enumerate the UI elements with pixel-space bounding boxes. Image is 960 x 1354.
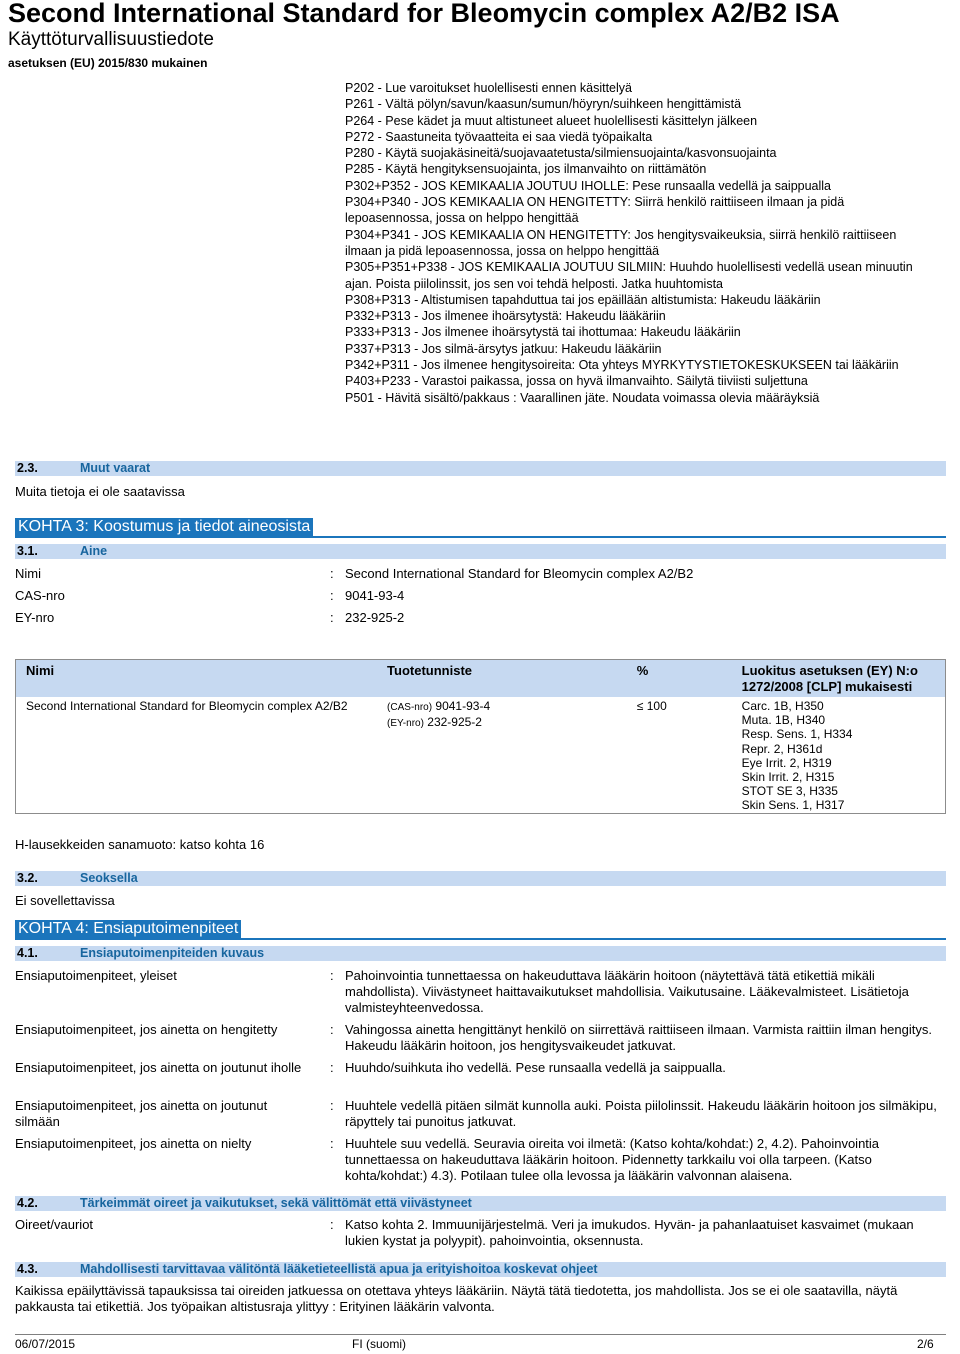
p-statement: P264 - Pese kädet ja muut altistuneet alueet huolellisesti käsittelyn jälkeen [345,113,758,128]
field-value: Pahoinvointia tunnettaessa on hakeuduttava lääkärin hoitoon (näytettävä tätä etikettiä mikäli mahdollista). Viivästyneet haittavaikutukset mahdollisia. Vaikutusaine. Lääkevalmisteet. Lisätietoja valmisteyhteenvedossa. [345,968,909,1015]
p-statement: P501 - Hävitä sisältö/pakkaus : Vaarallinen jäte. Noudata voimassa olevia määräyksiä [345,390,820,405]
subsection-number: 4.1. [17,946,38,960]
subsection-title: Aine [80,544,108,558]
p-statement: P332+P313 - Jos ilmenee ihoärsytystä: Hakeudu lääkäriin [345,309,666,324]
field-value: Second International Standard for Bleomycin complex A2/B2 [345,566,694,581]
h-statements-note: H-lausekkeiden sanamuoto: katso kohta 16 [15,837,265,852]
product-identifier [377,697,627,813]
substance-name: Second International Standard for Bleomycin complex A2/B2 [16,697,378,813]
subsection-title: Mahdollisesti tarvittavaa välitöntä lääketieteellistä apua ja erityishoitoa koskevat ohjeet [80,1262,598,1276]
other-hazards-text: Muita tietoja ei ole saatavissa [15,484,185,499]
document-title: Second International Standard for Bleomycin complex A2/B2 ISA [8,0,840,28]
colon: : [330,588,334,603]
colon: : [330,566,334,581]
p-statement: P337+P313 - Jos silmä-ärsytys jatkuu: Hakeudu lääkäriin [345,341,662,356]
field-label: Ensiaputoimenpiteet, yleiset [15,968,177,983]
section-4-header [15,920,946,940]
classification-item: Skin Irrit. 2, H315 [741,770,835,785]
field-value: 232-925-2 [345,610,405,625]
field-value: Huuhtele vedellä pitäen silmät kunnolla auki. Poista piilolinssit. Hakeudu lääkärin hoitoon jos silmäkipu, räpyttely tai punoitus jatkuvat. [345,1098,937,1129]
subsection-number: 3.2. [17,871,38,885]
subsection-title: Seoksella [80,871,138,885]
p-statement: P308+P313 - Altistumisen tapahduttua tai jos epäillään altistumista: Hakeudu lääkäriin [345,292,821,307]
footer-language: FI (suomi) [352,1337,406,1351]
subsection-title: Tärkeimmät oireet ja vaikutukset, sekä välittömät että viivästyneet [80,1196,472,1210]
colon: : [330,968,334,983]
field-label: Ensiaputoimenpiteet, jos ainetta on joutunut silmään [15,1098,268,1129]
subsection-number: 3.1. [17,544,38,558]
classification-item: Repr. 2, H361d [741,741,823,756]
subsection-number: 4.3. [17,1262,38,1276]
field-label: EY-nro [15,610,55,625]
field-label: Oireet/vauriot [15,1217,94,1232]
subsection-bar-3-1 [15,544,946,559]
field-label: CAS-nro [15,588,65,603]
field-label: Nimi [15,566,41,581]
colon: : [330,1098,334,1113]
field-label: Ensiaputoimenpiteet, jos ainetta on nielty [15,1136,252,1151]
section-title: KOHTA 3: Koostumus ja tiedot aineosista [15,518,313,536]
p-statement: P304+P340 - JOS KEMIKAALIA ON HENGITETTY: Siirrä henkilö raittiiseen ilmaan ja pidä lepoasennossa, jossa on helppo hengittää [345,195,845,226]
classification-item: Eye Irrit. 2, H319 [741,755,832,770]
mixture-text: Ei sovellettavissa [15,893,115,908]
p-statement: P342+P311 - Jos ilmenee hengitysoireita: Ota yhteys MYRKYTYSTIETOKESKUKSEEN tai lääkäriin [345,358,899,373]
column-header: Nimi [16,660,378,698]
section-3-header [15,518,946,538]
subsection-bar-3-2 [15,871,946,886]
p-statement: P403+P233 - Varastoi paikassa, jossa on hyvä ilmanvaihto. Säilytä tiiviisti suljettuna [345,374,808,389]
cas-number: 9041-93-4 [435,699,491,713]
field-label: Ensiaputoimenpiteet, jos ainetta on hengitetty [15,1022,278,1037]
regulation-note: asetuksen (EU) 2015/830 mukainen [8,56,208,70]
classification-item: Skin Sens. 1, H317 [741,798,845,813]
ey-label: (EY-nro) [387,718,424,730]
table-header-row [16,660,946,698]
colon: : [330,610,334,625]
subsection-bar-2-3 [15,461,946,476]
p-statement: P333+P313 - Jos ilmenee ihoärsytystä tai ihottumaa: Hakeudu lääkäriin [345,325,741,340]
field-value: Huuhtele suu vedellä. Seuravia oireita voi ilmetä: (Katso kohta/kohdat:) 2, 4.2). Pahoinvointia tunnettaessa on hakeuduttava lääkärin hoitoon. Pidennetty tarkkailu voi olla tarpeen. (Katso kohta/kohdat:) 4.3). Potilaan tulee olla levossa ja lääkärin valvonnan alaisena. [345,1136,880,1183]
footer-divider [15,1334,946,1335]
subsection-bar-4-2 [15,1196,946,1211]
subsection-number: 4.2. [17,1196,38,1210]
subsection-title: Ensiaputoimenpiteiden kuvaus [80,946,265,960]
column-header: % [627,660,732,698]
p-statement: P272 - Saastuneita työvaatteita ei saa viedä työpaikalta [345,129,653,144]
field-value: Vahingossa ainetta hengittänyt henkilö on siirrettävä raittiiseen ilmaan. Varmista raittiin ilman hengitys. Hakeudu lääkärin hoitoon, jos hengitysvaikeudet jatkuvat. [345,1022,932,1053]
field-label: Ensiaputoimenpiteet, jos ainetta on joutunut iholle [15,1060,302,1075]
colon: : [330,1060,334,1075]
p-statement: P202 - Lue varoitukset huolellisesti ennen käsittelyä [345,81,632,95]
p-statement: P285 - Käytä hengityksensuojainta, jos ilmanvaihto on riittämätön [345,162,707,177]
subsection-bar-4-3 [15,1262,946,1277]
medical-attention-text: Kaikissa epäilyttävissä tapauksissa tai oireiden jatkuessa on otettava yhteys lääkäriin. Näytä tätä tiedotetta, jos mahdollista. Jos se ei ole saatavilla, näytä pakkausta tai etikettiä. Jos työpaikan altistusraja ylittyy : Erityinen lääkärin valvonta. [15,1283,898,1314]
p-statement: P280 - Käytä suojakäsineitä/suojavaatetusta/silmiensuojainta/kasvonsuojainta [345,146,777,161]
classification-item: Muta. 1B, H340 [741,713,826,728]
field-value: 9041-93-4 [345,588,405,603]
p-statement: P304+P341 - JOS KEMIKAALIA ON HENGITETTY: Jos hengitysvaikeuksia, siirrä henkilö raittiiseen ilmaan ja pidä lepoasennossa, jossa on helppo hengittää [345,227,897,258]
percentage: ≤ 100 [627,697,732,813]
classification-item: Carc. 1B, H350 [741,699,824,713]
table-row [16,697,946,813]
footer-date: 06/07/2015 [15,1337,76,1351]
colon: : [330,1022,334,1037]
section-title: KOHTA 4: Ensiaputoimenpiteet [15,920,241,938]
footer-page: 2/6 [917,1337,934,1351]
subsection-bar-4-1 [15,946,946,961]
p-statement: P302+P352 - JOS KEMIKAALIA JOUTUU IHOLLE: Pese runsaalla vedellä ja saippualla [345,178,832,193]
subsection-number: 2.3. [17,461,38,475]
p-statement: P261 - Vältä pölyn/savun/kaasun/sumun/höyryn/suihkeen hengittämistä [345,97,742,112]
field-value: Katso kohta 2. Immuunijärjestelmä. Veri ja imukudos. Hyvän- ja pahanlaatuiset kasvaimet (mukaan lukien kystat ja polyypit). pahoinvointia, oksennusta. [345,1217,914,1248]
classification-item: Resp. Sens. 1, H334 [741,727,853,742]
colon: : [330,1136,334,1151]
p-statement: P305+P351+P338 - JOS KEMIKAALIA JOUTUU SILMIIN: Huuhdo huolellisesti vedellä usean minuutin ajan. Poista piilolinssit, jos sen voi tehdä helposti. Jatka huuhtomista [345,260,913,291]
document-subtitle: Käyttöturvallisuustiedote [8,29,214,50]
precautionary-statements [345,80,935,406]
composition-table [15,659,946,814]
column-header: Luokitus asetuksen (EY) N:o 1272/2008 [CLP] mukaisesti [732,660,946,698]
colon: : [330,1217,334,1232]
subsection-title: Muut vaarat [80,461,151,475]
cas-label: (CAS-nro) [387,702,433,713]
classification [732,697,946,813]
classification-item: STOT SE 3, H335 [741,784,838,799]
column-header: Tuotetunniste [377,660,627,698]
field-value: Huuhdo/suihkuta iho vedellä. Pese runsaalla vedellä ja saippualla. [345,1060,726,1075]
ey-number: 232-925-2 [427,715,482,730]
